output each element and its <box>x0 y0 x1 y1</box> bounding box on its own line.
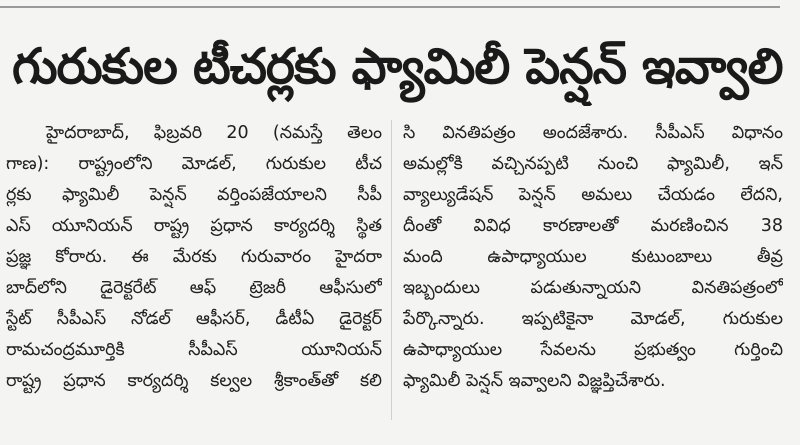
article-column-right <box>403 118 783 397</box>
text-line: ఉపాధ్యాయుల సేవలను ప్రభుత్వం గుర్తించి <box>403 340 783 360</box>
text-line: దీంతో వివిధ కారణాలతో మరణించిన 38 <box>403 216 783 236</box>
text-line: సి వినతిపత్రం అందజేశారు. సీపీఎస్ విధానం <box>403 123 783 143</box>
text-line: పేర్కొన్నారు. ఇప్పటికైనా మోడల్, గురుకుల <box>403 309 783 329</box>
text-line: ఇబ్బందులు పడుతున్నాయని వినతిపత్రంలో <box>403 278 783 298</box>
text-line: ఎస్ యూనియన్ రాష్ట్ర ప్రధాన కార్యదర్శి స్థిత <box>6 216 382 236</box>
text-line: రామచంద్రమూర్తికి సీపీఎస్ యూనియన్ <box>6 340 382 360</box>
text-line: హైదరాబాద్, ఫిబ్రవరి 20 (నమస్తే తెలం <box>46 123 382 143</box>
text-line: గాణ): రాష్ట్రంలోని మోడల్, గురుకుల టీచ <box>6 154 382 174</box>
text-line: బాద్‌లోని డైరెక్టరేట్ ఆఫ్ ట్రెజరీ ఆఫీసులో <box>6 278 382 298</box>
text-line: అమల్లోకి వచ్చినప్పటి నుంచి ఫ్యామిలీ, ఇన్ <box>403 154 783 174</box>
text-line: ఫ్యామిలీ పెన్షన్ ఇవ్వాలని విజ్ఞప్తిచేశారు. <box>403 371 666 391</box>
column-divider <box>391 120 392 420</box>
headline: గురుకుల టీచర్లకు ఫ్యామిలీ పెన్షన్ ఇవ్వాలి <box>12 38 783 95</box>
text-line: ప్రజ్ఞ కోరారు. ఈ మేరకు గురువారం హైదరా <box>6 247 382 267</box>
text-line: వ్యాల్యుడేషన్ పెన్షన్ అమలు చేయడం లేదని, <box>403 185 783 205</box>
text-line: మంది ఉపాధ్యాయుల కుటుంబాలు తీవ్ర <box>403 247 783 267</box>
top-rule <box>0 6 780 8</box>
text-line: ర్లకు ఫ్యామిలీ పెన్షన్ వర్తింపజేయాలని సీపీ <box>6 185 382 205</box>
article-column-left <box>6 118 382 397</box>
text-line: స్టేట్ సీపీఎస్ నోడల్ ఆఫీసర్, డీటీఏ డైరెక్టర్ <box>6 309 382 329</box>
text-line: రాష్ట్ర ప్రధాన కార్యదర్శి కల్వల శ్రీకాంత్‌తో కలి <box>6 371 382 391</box>
